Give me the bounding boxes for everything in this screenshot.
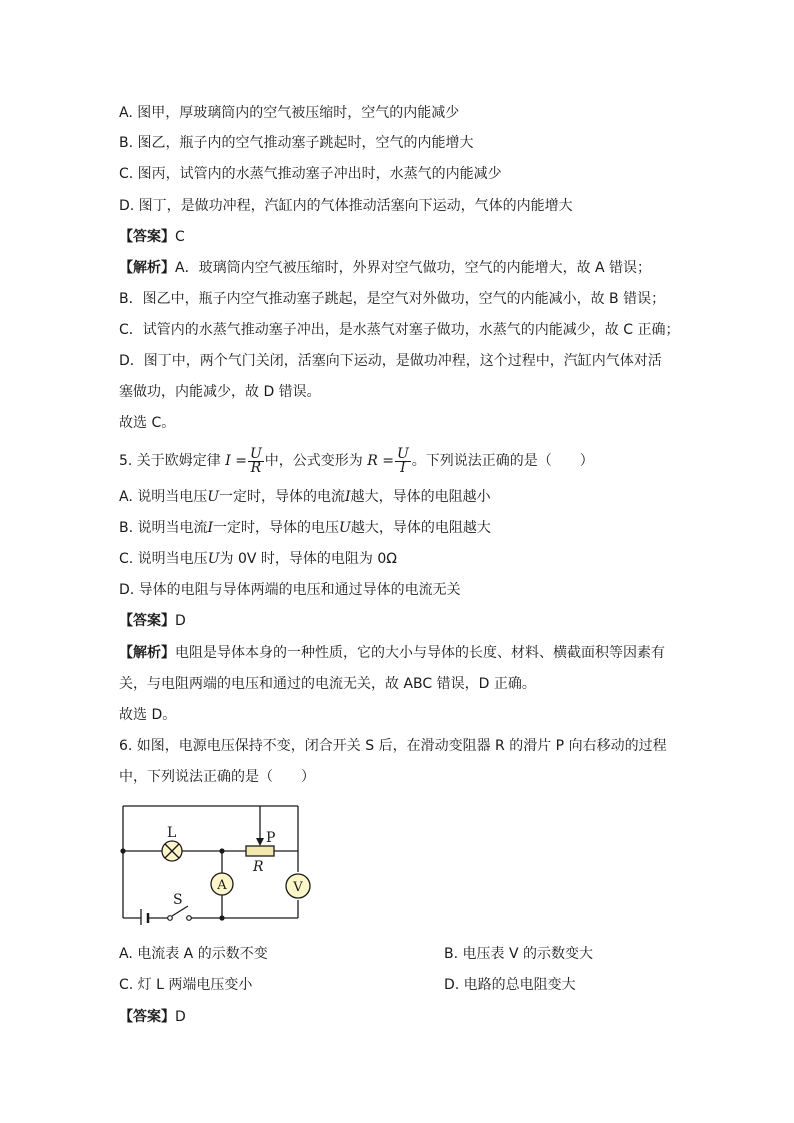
- formula-1-numerator: U: [249, 445, 262, 462]
- analysis-label: 【解析】: [119, 260, 175, 276]
- answer-label: 【答案】: [119, 1009, 175, 1025]
- answer-label: 【答案】: [119, 613, 175, 629]
- formula-1-lhs: I =: [225, 453, 247, 469]
- analysis-label: 【解析】: [119, 645, 175, 661]
- resistor-label: R: [253, 859, 264, 875]
- switch-contact-right: [187, 916, 192, 921]
- q5-option-a-part-3: 越大，导体的电阻越小: [350, 489, 491, 505]
- formula-1-denominator: R: [250, 459, 262, 476]
- q4-analysis-line-4: D．图丁中，两个气门关闭，活塞向下运动，是做功冲程，这个过程中，汽缸内气体对活: [119, 353, 662, 369]
- q5-option-a-part-2: 一定时，导体的电流: [219, 489, 346, 505]
- analysis-text: 电阻是导体本身的一种性质，它的大小与导体的长度、材料、横截面积等因素有: [175, 645, 665, 661]
- resistor-icon: [246, 846, 274, 856]
- q5-option-b-part-2: 一定时，导体的电压: [213, 520, 340, 536]
- answer-value: D: [175, 613, 186, 629]
- q6-stem-line-1: 6. 如图，电源电压保持不变，闭合开关 S 后，在滑动变阻器 R 的滑片 P 向右移动的过程: [119, 738, 667, 754]
- q6-option-b: B. 电压表 V 的示数变大: [444, 946, 593, 962]
- q6-stem-line-2: 中，下列说法正确的是（ ）: [119, 769, 315, 785]
- q6-answer: [119, 1007, 186, 1027]
- q4-conclusion: 故选 C。: [119, 415, 176, 431]
- junction-middle: [219, 848, 224, 853]
- circuit-diagram: [110, 800, 320, 925]
- q5-option-a: [119, 487, 491, 507]
- q6-option-c: C. 灯 L 两端电压变小: [119, 977, 253, 993]
- q5-option-c: [119, 549, 397, 569]
- formula-2-numerator: U: [396, 445, 409, 462]
- q6-option-a: A. 电流表 A 的示数不变: [119, 946, 268, 962]
- q5-stem: [119, 446, 594, 476]
- q4-analysis-line-1: [119, 258, 651, 278]
- formula-2-denominator: I: [400, 459, 406, 476]
- formula-2-lhs: R =: [367, 453, 394, 469]
- voltmeter-label: V: [293, 880, 303, 895]
- q4-analysis-line-3: C．试管内的水蒸气推动塞子冲出，是水蒸气对塞子做功，水蒸气的内能减少，故 C 正确；: [119, 322, 680, 338]
- q5-option-c-part-1: C. 说明当电压: [119, 551, 208, 567]
- q5-analysis-line-2: 关，与电阻两端的电压和通过的电流无关，故 ABC 错误，D 正确。: [119, 676, 536, 692]
- q4-option-a: A. 图甲，厚玻璃筒内的空气被压缩时，空气的内能减少: [119, 105, 460, 121]
- q4-answer: [119, 227, 185, 247]
- analysis-text: A．玻璃筒内空气被压缩时，外界对空气做功，空气的内能增大，故 A 错误；: [175, 260, 652, 276]
- q5-option-a-var-2: I: [345, 489, 351, 505]
- q5-option-b-var-1: I: [207, 520, 214, 536]
- q4-option-c: C. 图丙，试管内的水蒸气推动塞子冲出时，水蒸气的内能减少: [119, 166, 502, 182]
- q5-conclusion: 故选 D。: [119, 707, 177, 723]
- switch-label: S: [173, 892, 183, 908]
- slider-label: P: [266, 830, 276, 846]
- q5-option-a-var-1: U: [207, 489, 220, 505]
- q4-option-d: D. 图丁，是做功冲程，汽缸内的气体推动活塞向下运动，气体的内能增大: [119, 198, 573, 214]
- q4-analysis-line-5: 塞做功，内能减少，故 D 错误。: [119, 384, 321, 400]
- lamp-label: L: [167, 825, 177, 841]
- q5-answer: [119, 611, 186, 631]
- q4-analysis-line-2: B．图乙中，瓶子内空气推动塞子跳起，是空气对外做功，空气的内能减小，故 B 错误；: [119, 291, 666, 307]
- q5-option-c-var-1: U: [207, 551, 220, 567]
- q5-option-d: D. 导体的电阻与导体两端的电压和通过导体的电流无关: [119, 582, 461, 598]
- q5-option-b-var-2: U: [339, 520, 351, 536]
- q5-option-c-part-2: 为 0V 时，导体的电阻为 0Ω: [219, 551, 397, 567]
- answer-value: D: [175, 1009, 186, 1025]
- junction-bottom: [219, 915, 224, 920]
- q6-option-d: D. 电路的总电阻变大: [444, 977, 576, 993]
- slider-arrow-icon: [256, 838, 264, 846]
- answer-label: 【答案】: [119, 229, 175, 245]
- answer-value: C: [175, 229, 185, 245]
- q4-option-b: B. 图乙，瓶子内的空气推动塞子跳起时，空气的内能增大: [119, 135, 474, 151]
- formula-1-fraction: [248, 445, 264, 476]
- junction-left: [120, 848, 125, 853]
- formula-2-fraction: [395, 445, 411, 476]
- q5-stem-part-c: 。下列说法正确的是（ ）: [411, 453, 594, 469]
- q5-option-b-part-1: B. 说明当电流: [119, 520, 208, 536]
- q5-option-b: [119, 518, 491, 538]
- q5-option-a-part-1: A. 说明当电压: [119, 489, 208, 505]
- q5-option-b-part-3: 越大，导体的电阻越大: [350, 520, 491, 536]
- ammeter-label: A: [217, 878, 227, 893]
- switch-contact-left: [168, 916, 173, 921]
- q5-stem-part-b: 中，公式变形为: [264, 453, 363, 469]
- q5-analysis-line-1: [119, 643, 665, 663]
- q5-stem-part-a: 5. 关于欧姆定律: [119, 453, 221, 469]
